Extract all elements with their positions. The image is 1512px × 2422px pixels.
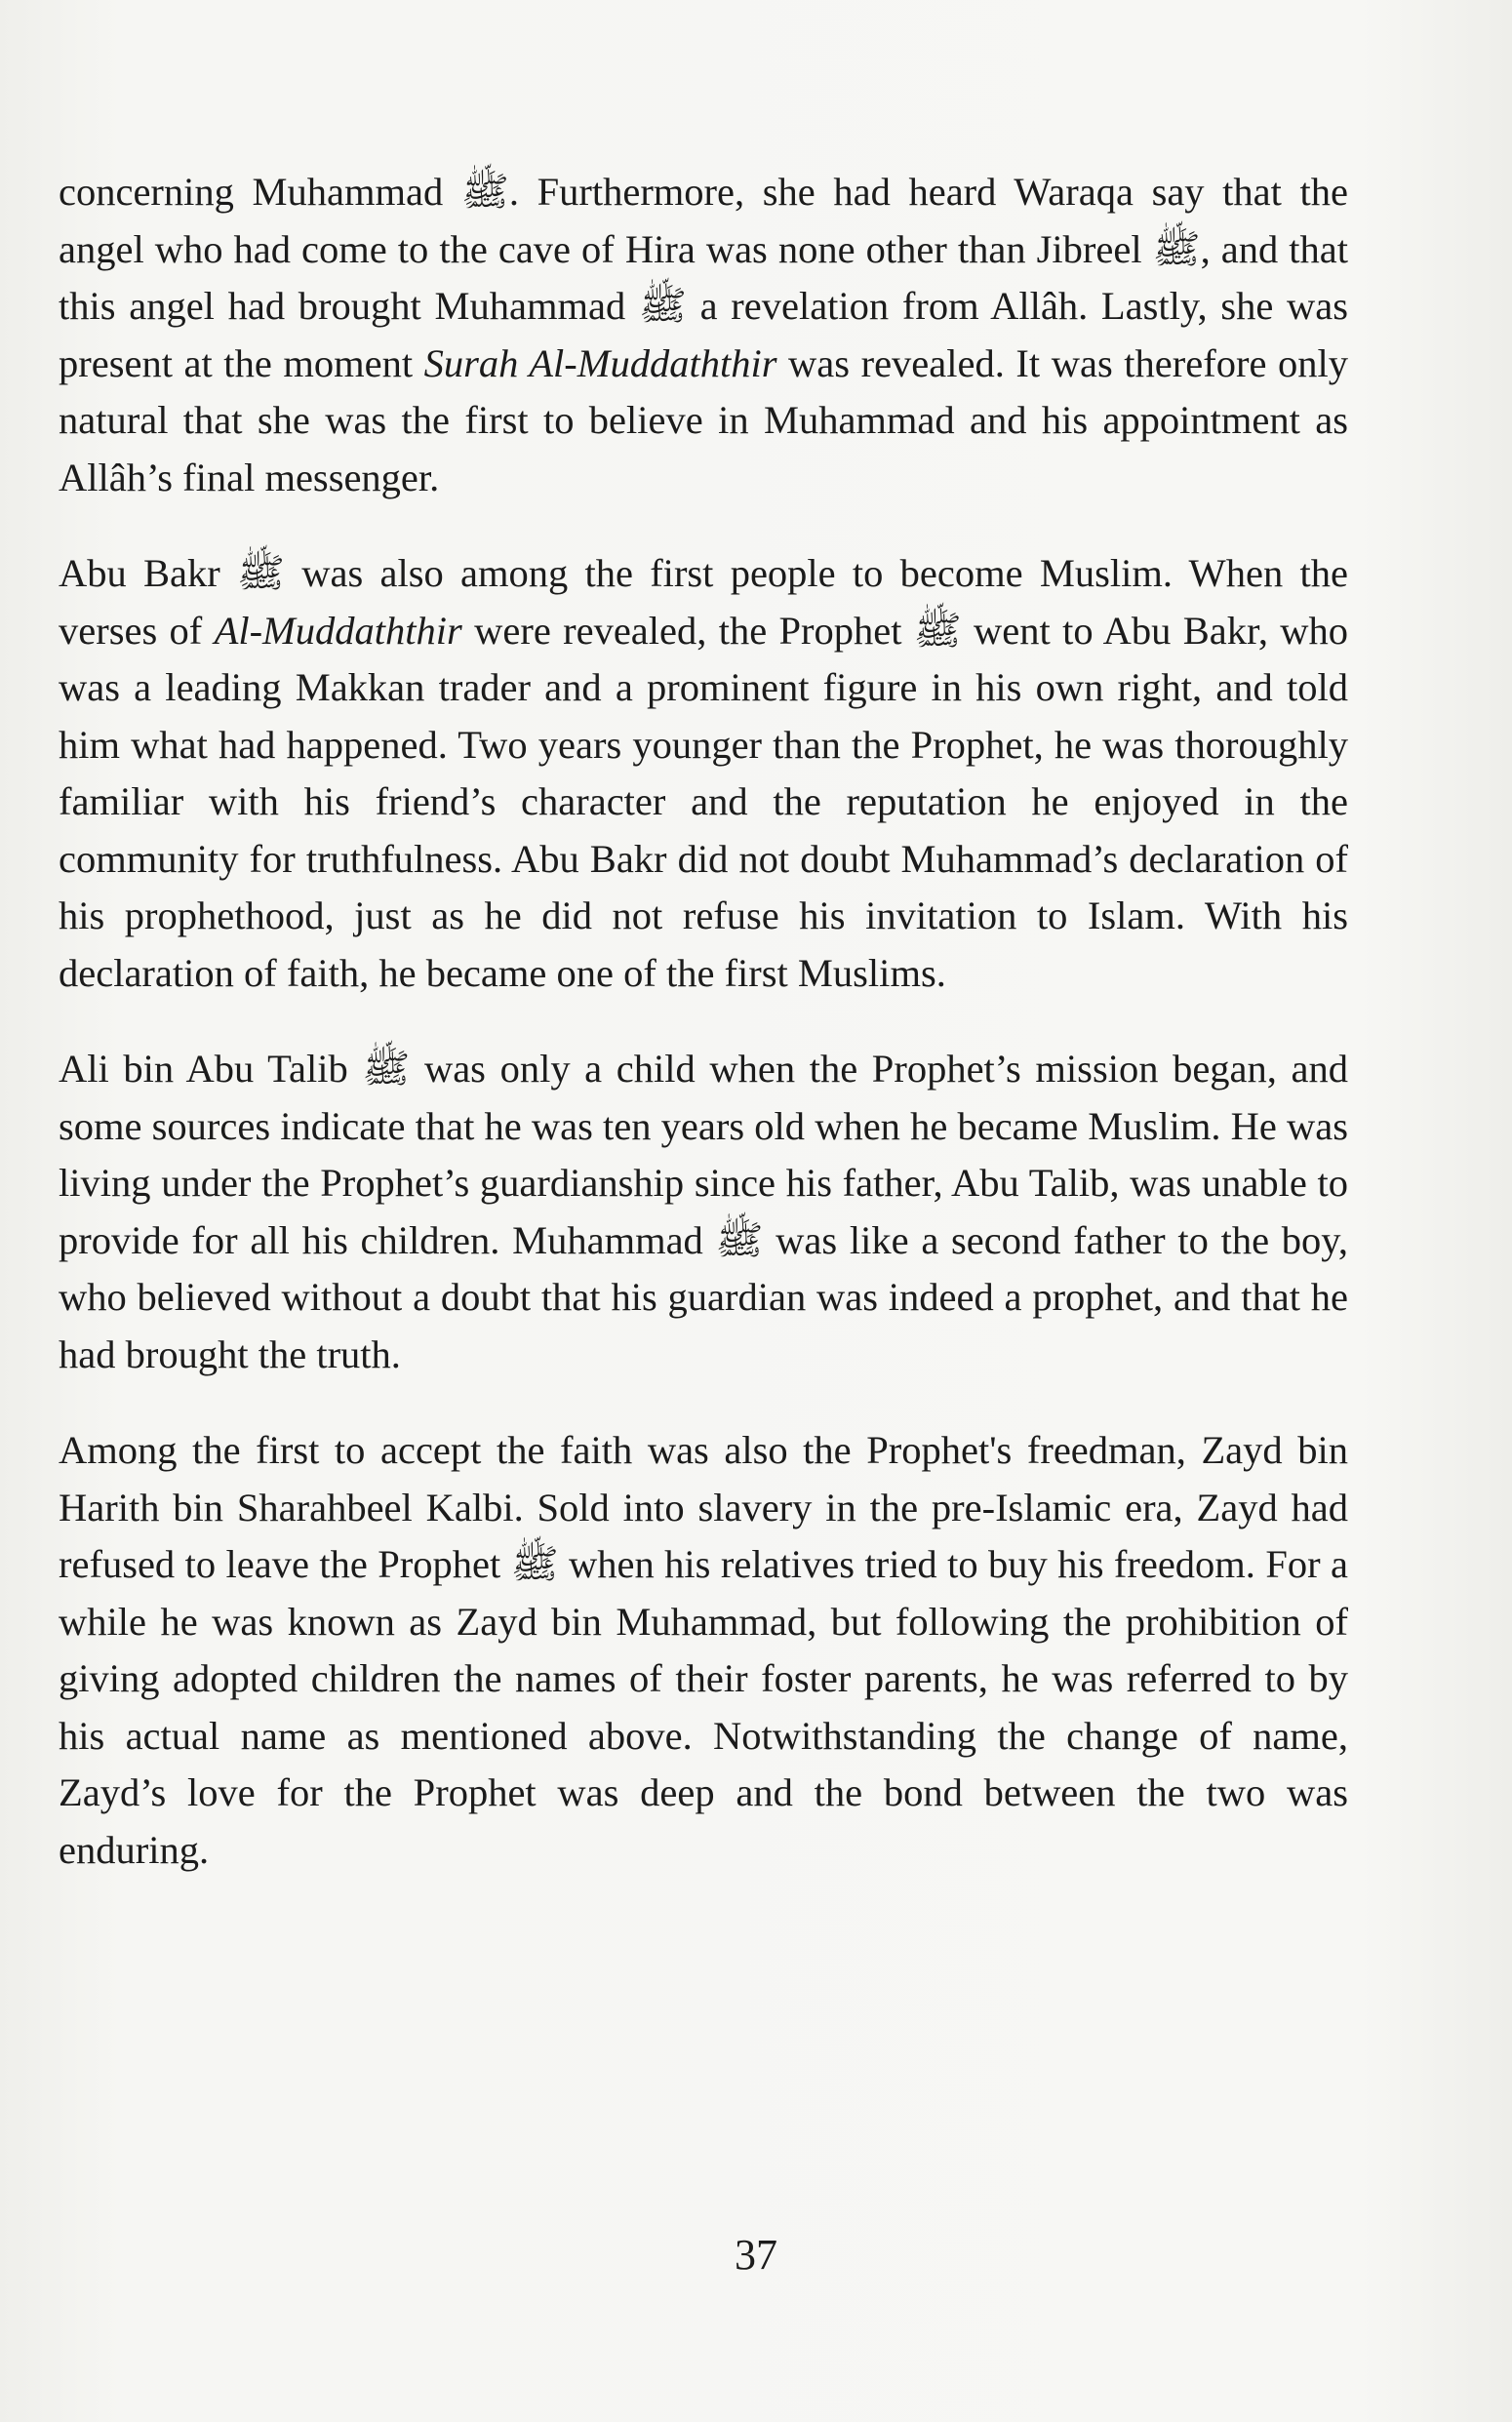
page-number: 37 xyxy=(735,2231,777,2279)
surah-title: Al-Muddaththir xyxy=(214,608,462,653)
surah-title: Surah Al-Muddaththir xyxy=(423,340,777,385)
paragraph-ali: Ali bin Abu Talib ﷺ was only a child when the Prophet’s mission began, and some sources indicate that he was ten years old when he became Muslim. He was living under the Prophet’s guardianship since his father, Abu Talib, was unable to provide for all his children. Muhammad ﷺ was like a second father to the boy, who believed without a doubt that his guardian was indeed a prophet, and that he had brought the truth. xyxy=(59,1047,1349,1376)
paragraph-abu-bakr: Abu Bakr ﷺ was also among the first people to become Muslim. When the verses of Al-Muddaththir were revealed, the Prophet ﷺ went to Abu Bakr, who was a leading Makkan trader and a prominent figure in his own right, and told him what had happened. Two years younger than the Prophet, he was thoroughly familiar with his friend’s character and the reputation he enjoyed in the community for truthfulness. Abu Bakr did not doubt Muhammad’s declaration of his prophethood, just as he did not refuse his invitation to Islam. With his declaration of faith, he became one of the first Muslims. xyxy=(59,551,1349,995)
paragraph-zayd: Among the first to accept the faith was also the Prophet's freedman, Zayd bin Harith bin Sharahbeel Kalbi. Sold into slavery in the pre-Islamic era, Zayd had refused to leave the Prophet ﷺ when his relatives tried to buy his freedom. For a while he was known as Zayd bin Muhammad, but following the prohibition of giving adopted children the names of their foster parents, he was referred to by his actual name as mentioned above. Notwithstanding the change of name, Zayd’s love for the Prophet was deep and the bond between the two was enduring. xyxy=(59,1428,1348,1872)
paragraph-khadeejah: concerning Muhammad ﷺ. Furthermore, she had heard Waraqa say that the angel who had come to the cave of Hira was none other than Jibreel ﷺ, and that this angel had brought Muhammad ﷺ a revelation from Allâh. Lastly, she was present at the moment Surah Al-Muddaththir was revealed. It was therefore only natural that she was the first to believe in Muhammad and his appointment as Allâh’s final messenger. xyxy=(59,170,1349,499)
page-body xyxy=(59,164,1348,1918)
